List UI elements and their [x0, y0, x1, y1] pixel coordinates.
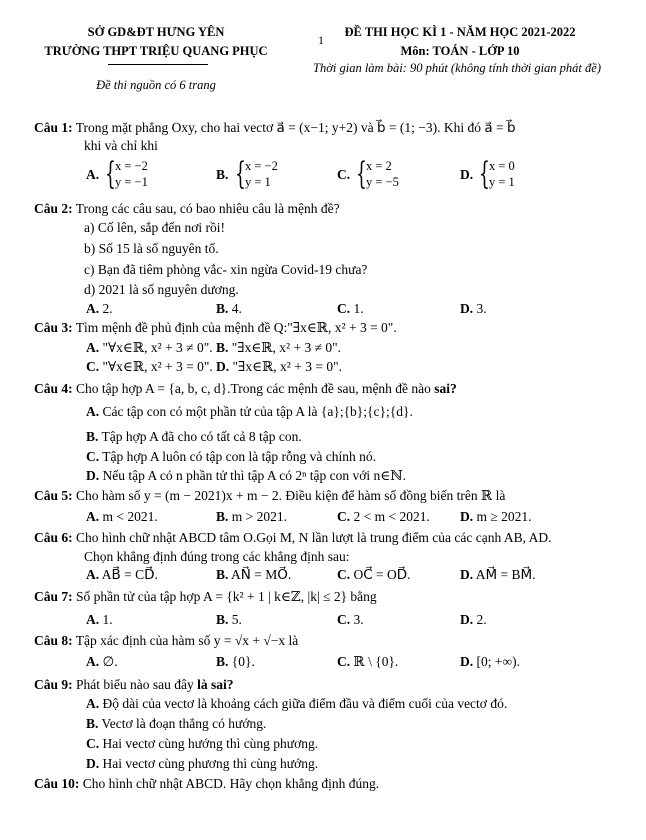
option-label: C.	[337, 509, 351, 524]
question-text: Cho hình chữ nhật ABCD tâm O.Gọi M, N lần lượt là trung điểm của các cạnh AB, AD.	[76, 530, 552, 545]
exam-time: Thời gian làm bài: 90 phút (không tính thời gian phát đề)	[313, 61, 601, 75]
system-row: y = 1	[489, 175, 515, 189]
option-label: A.	[86, 696, 100, 711]
school-name: TRƯỜNG THPT TRIỆU QUANG PHỤC	[44, 44, 268, 58]
option-label: C.	[337, 301, 351, 316]
option-label: A.	[86, 654, 100, 669]
option-b[interactable]	[216, 300, 242, 318]
question-text-cont: khi và chỉ khi	[84, 138, 158, 153]
option-text: 2 < m < 2021.	[353, 509, 430, 524]
option-text: Độ dài của vectơ là khoảng cách giữa điểm đầu và điểm cuối của vectơ đó.	[102, 696, 508, 711]
question-10	[34, 775, 379, 793]
question-2	[34, 200, 340, 218]
option-d[interactable]	[460, 653, 520, 671]
option-text: Nếu tập A có n phần tử thì tập A có 2ⁿ tập con với n∈ℕ.	[102, 468, 406, 483]
option-text: 3.	[353, 612, 364, 627]
question-text: Cho hình chữ nhật ABCD. Hãy chọn khẳng định đúng.	[82, 776, 380, 791]
option-a[interactable]	[86, 300, 113, 318]
option-label: C.	[337, 167, 351, 182]
option-a[interactable]	[86, 611, 113, 629]
question-text: Trong mặt phẳng Oxy, cho hai vectơ a⃗ = (x−1; y+2) và b⃗ = (1; −3). Khi đó a⃗ = b⃗	[75, 120, 516, 135]
option-b[interactable]	[216, 653, 255, 671]
list-item: d) 2021 là số nguyên dương.	[84, 282, 239, 297]
option-c[interactable]	[337, 508, 430, 526]
header-right	[300, 23, 620, 61]
option-label: D.	[460, 612, 474, 627]
question-9	[34, 676, 234, 694]
question-text: Số phần tử của tập hợp A = {k² + 1 | k∈ℤ, |k| ≤ 2} bằng	[76, 589, 377, 604]
option-b[interactable]	[216, 611, 242, 629]
option-d[interactable]	[216, 358, 342, 376]
option-label: B.	[86, 716, 99, 731]
option-label: B.	[86, 429, 99, 444]
question-text: Cho hàm số y = (m − 2021)x + m − 2. Điều kiện để hàm số đồng biến trên ℝ là	[76, 488, 506, 503]
option-label: C.	[337, 612, 351, 627]
option-text: m > 2021.	[231, 509, 288, 524]
option-label: A.	[86, 404, 100, 419]
option-label: D.	[460, 509, 474, 524]
option-b[interactable]	[216, 339, 341, 357]
option-label: A.	[86, 167, 100, 182]
list-item: a) Cố lên, sắp đến nơi rồi!	[84, 220, 225, 235]
question-text: Tìm mệnh đề phủ định của mệnh đề Q:"∃x∈ℝ, x² + 3 = 0".	[75, 320, 397, 335]
option-a[interactable]	[86, 339, 213, 357]
option-a[interactable]	[86, 566, 158, 584]
question-label: Câu 2:	[34, 201, 73, 216]
brace-icon: {	[105, 156, 116, 192]
option-label: A.	[86, 567, 100, 582]
question-label: Câu 1:	[34, 120, 73, 135]
option-label: A.	[86, 301, 100, 316]
question-emphasis: là sai?	[197, 677, 234, 692]
question-text: Trong các câu sau, có bao nhiêu câu là mệnh đề?	[75, 201, 340, 216]
option-b[interactable]	[216, 508, 287, 526]
option-label: A.	[86, 340, 100, 355]
question-text: Cho tập hợp A = {a, b, c, d}.Trong các mệnh đề sau, mệnh đề nào	[76, 381, 431, 396]
option-text: "∀x∈ℝ, x² + 3 ≠ 0".	[102, 340, 213, 355]
option-text: AB⃗ = CD⃗.	[101, 567, 158, 582]
option-text: "∀x∈ℝ, x² + 3 = 0".	[102, 359, 213, 374]
question-1	[34, 119, 516, 137]
question-label: Câu 3:	[34, 320, 73, 335]
system-row: x = 0	[489, 159, 515, 173]
option-text: 1.	[102, 612, 113, 627]
option-label: B.	[216, 167, 229, 182]
brace-icon: {	[235, 156, 246, 192]
option-label: C.	[337, 567, 351, 582]
option-c[interactable]	[86, 735, 318, 753]
list-item: b) Số 15 là số nguyên tố.	[84, 241, 219, 256]
option-text: "∃x∈ℝ, x² + 3 ≠ 0".	[231, 340, 342, 355]
option-label: B.	[216, 654, 229, 669]
option-label: C.	[86, 359, 100, 374]
option-d[interactable]	[460, 508, 532, 526]
option-a[interactable]	[86, 653, 118, 671]
question-label: Câu 5:	[34, 488, 73, 503]
option-label: D.	[86, 756, 100, 771]
option-text: 5.	[231, 612, 242, 627]
question-text-cont: Chọn khẳng định đúng trong các khẳng định sau:	[84, 549, 350, 564]
option-label: C.	[337, 654, 351, 669]
option-c[interactable]	[337, 566, 411, 584]
option-c[interactable]	[86, 448, 376, 466]
option-text: Hai vectơ cùng phương thì cùng hướng.	[102, 756, 319, 771]
option-a[interactable]	[86, 403, 413, 421]
option-text: 2.	[476, 612, 487, 627]
option-label: D.	[460, 301, 474, 316]
option-text: ∅.	[102, 654, 118, 669]
option-d[interactable]	[460, 300, 487, 318]
option-b[interactable]	[86, 428, 302, 446]
option-text: m < 2021.	[102, 509, 158, 524]
option-text: 1.	[353, 301, 364, 316]
option-b[interactable]	[86, 715, 266, 733]
brace-icon: {	[479, 156, 490, 192]
option-text: {0}.	[231, 654, 255, 669]
option-text: ℝ \ {0}.	[353, 654, 399, 669]
option-a[interactable]	[86, 695, 507, 713]
system-row: x = −2	[115, 159, 148, 173]
option-label: D.	[460, 567, 474, 582]
option-label: D.	[216, 359, 230, 374]
option-text: Tập hợp A luôn có tập con là tập rỗng và chính nó.	[102, 449, 376, 464]
option-c[interactable]	[86, 358, 213, 376]
option-text: Vectơ là đoạn thẳng có hướng.	[101, 716, 267, 731]
option-label: D.	[460, 654, 474, 669]
system-row: x = 2	[366, 159, 392, 173]
option-c[interactable]	[337, 300, 364, 318]
option-text: OC⃗ = OD⃗.	[353, 567, 411, 582]
option-text: Các tập con có một phần tử của tập A là {a};{b};{c};{d}.	[102, 404, 413, 419]
system-row: y = 1	[245, 175, 271, 189]
question-label: Câu 9:	[34, 677, 73, 692]
option-label: B.	[216, 612, 229, 627]
option-label: A.	[86, 509, 100, 524]
option-b[interactable]	[216, 566, 291, 584]
page-number: 1	[318, 33, 324, 47]
question-6	[34, 529, 551, 547]
option-d[interactable]	[86, 467, 406, 485]
header-left	[34, 23, 278, 61]
question-5	[34, 487, 505, 505]
option-d[interactable]	[460, 566, 536, 584]
option-text: m ≥ 2021.	[476, 509, 532, 524]
question-3	[34, 319, 397, 337]
question-8	[34, 632, 298, 650]
question-label: Câu 7:	[34, 589, 73, 604]
system-row: x = −2	[245, 159, 278, 173]
option-label: A.	[86, 612, 100, 627]
option-text: 2.	[102, 301, 113, 316]
option-a[interactable]	[86, 508, 158, 526]
option-text: "∃x∈ℝ, x² + 3 = 0".	[232, 359, 342, 374]
list-item: c) Bạn đã tiêm phòng vắc- xin ngừa Covid-19 chưa?	[84, 262, 368, 277]
source-note: Đề thi nguồn có 6 trang	[96, 78, 216, 92]
system-row: y = −1	[115, 175, 148, 189]
option-d[interactable]	[460, 611, 487, 629]
department-name: SỞ GD&ĐT HƯNG YÊN	[87, 25, 225, 39]
header-divider	[108, 64, 208, 65]
option-c[interactable]	[337, 653, 398, 671]
question-label: Câu 6:	[34, 530, 73, 545]
brace-icon: {	[356, 156, 367, 192]
option-text: AN⃗ = MO⃗.	[231, 567, 292, 582]
option-label: D.	[460, 167, 474, 182]
option-label: D.	[86, 468, 100, 483]
option-text: AM⃗ = BM⃗.	[475, 567, 536, 582]
question-7	[34, 588, 377, 606]
option-text: 4.	[231, 301, 242, 316]
question-text: Tập xác định của hàm số y = √x + √−x là	[75, 633, 299, 648]
question-4	[34, 380, 457, 398]
question-text: Phát biểu nào sau đây	[76, 677, 194, 692]
option-label: B.	[216, 301, 229, 316]
option-text: Hai vectơ cùng hướng thì cùng phương.	[102, 736, 319, 751]
option-text: [0; +∞).	[476, 654, 520, 669]
exam-title: ĐỀ THI HỌC KÌ 1 - NĂM HỌC 2021-2022	[344, 25, 576, 39]
question-emphasis: sai?	[434, 381, 457, 396]
option-label: C.	[86, 736, 100, 751]
option-label: C.	[86, 449, 100, 464]
option-label: B.	[216, 340, 229, 355]
question-label: Câu 4:	[34, 381, 73, 396]
question-label: Câu 8:	[34, 633, 73, 648]
option-label: B.	[216, 567, 229, 582]
option-d[interactable]	[86, 755, 318, 773]
system-row: y = −5	[366, 175, 399, 189]
exam-subject: Môn: TOÁN - LỚP 10	[400, 44, 520, 58]
option-text: Tập hợp A đã cho có tất cả 8 tập con.	[101, 429, 302, 444]
question-label: Câu 10:	[34, 776, 80, 791]
option-text: 3.	[476, 301, 487, 316]
option-c[interactable]	[337, 611, 364, 629]
option-label: B.	[216, 509, 229, 524]
